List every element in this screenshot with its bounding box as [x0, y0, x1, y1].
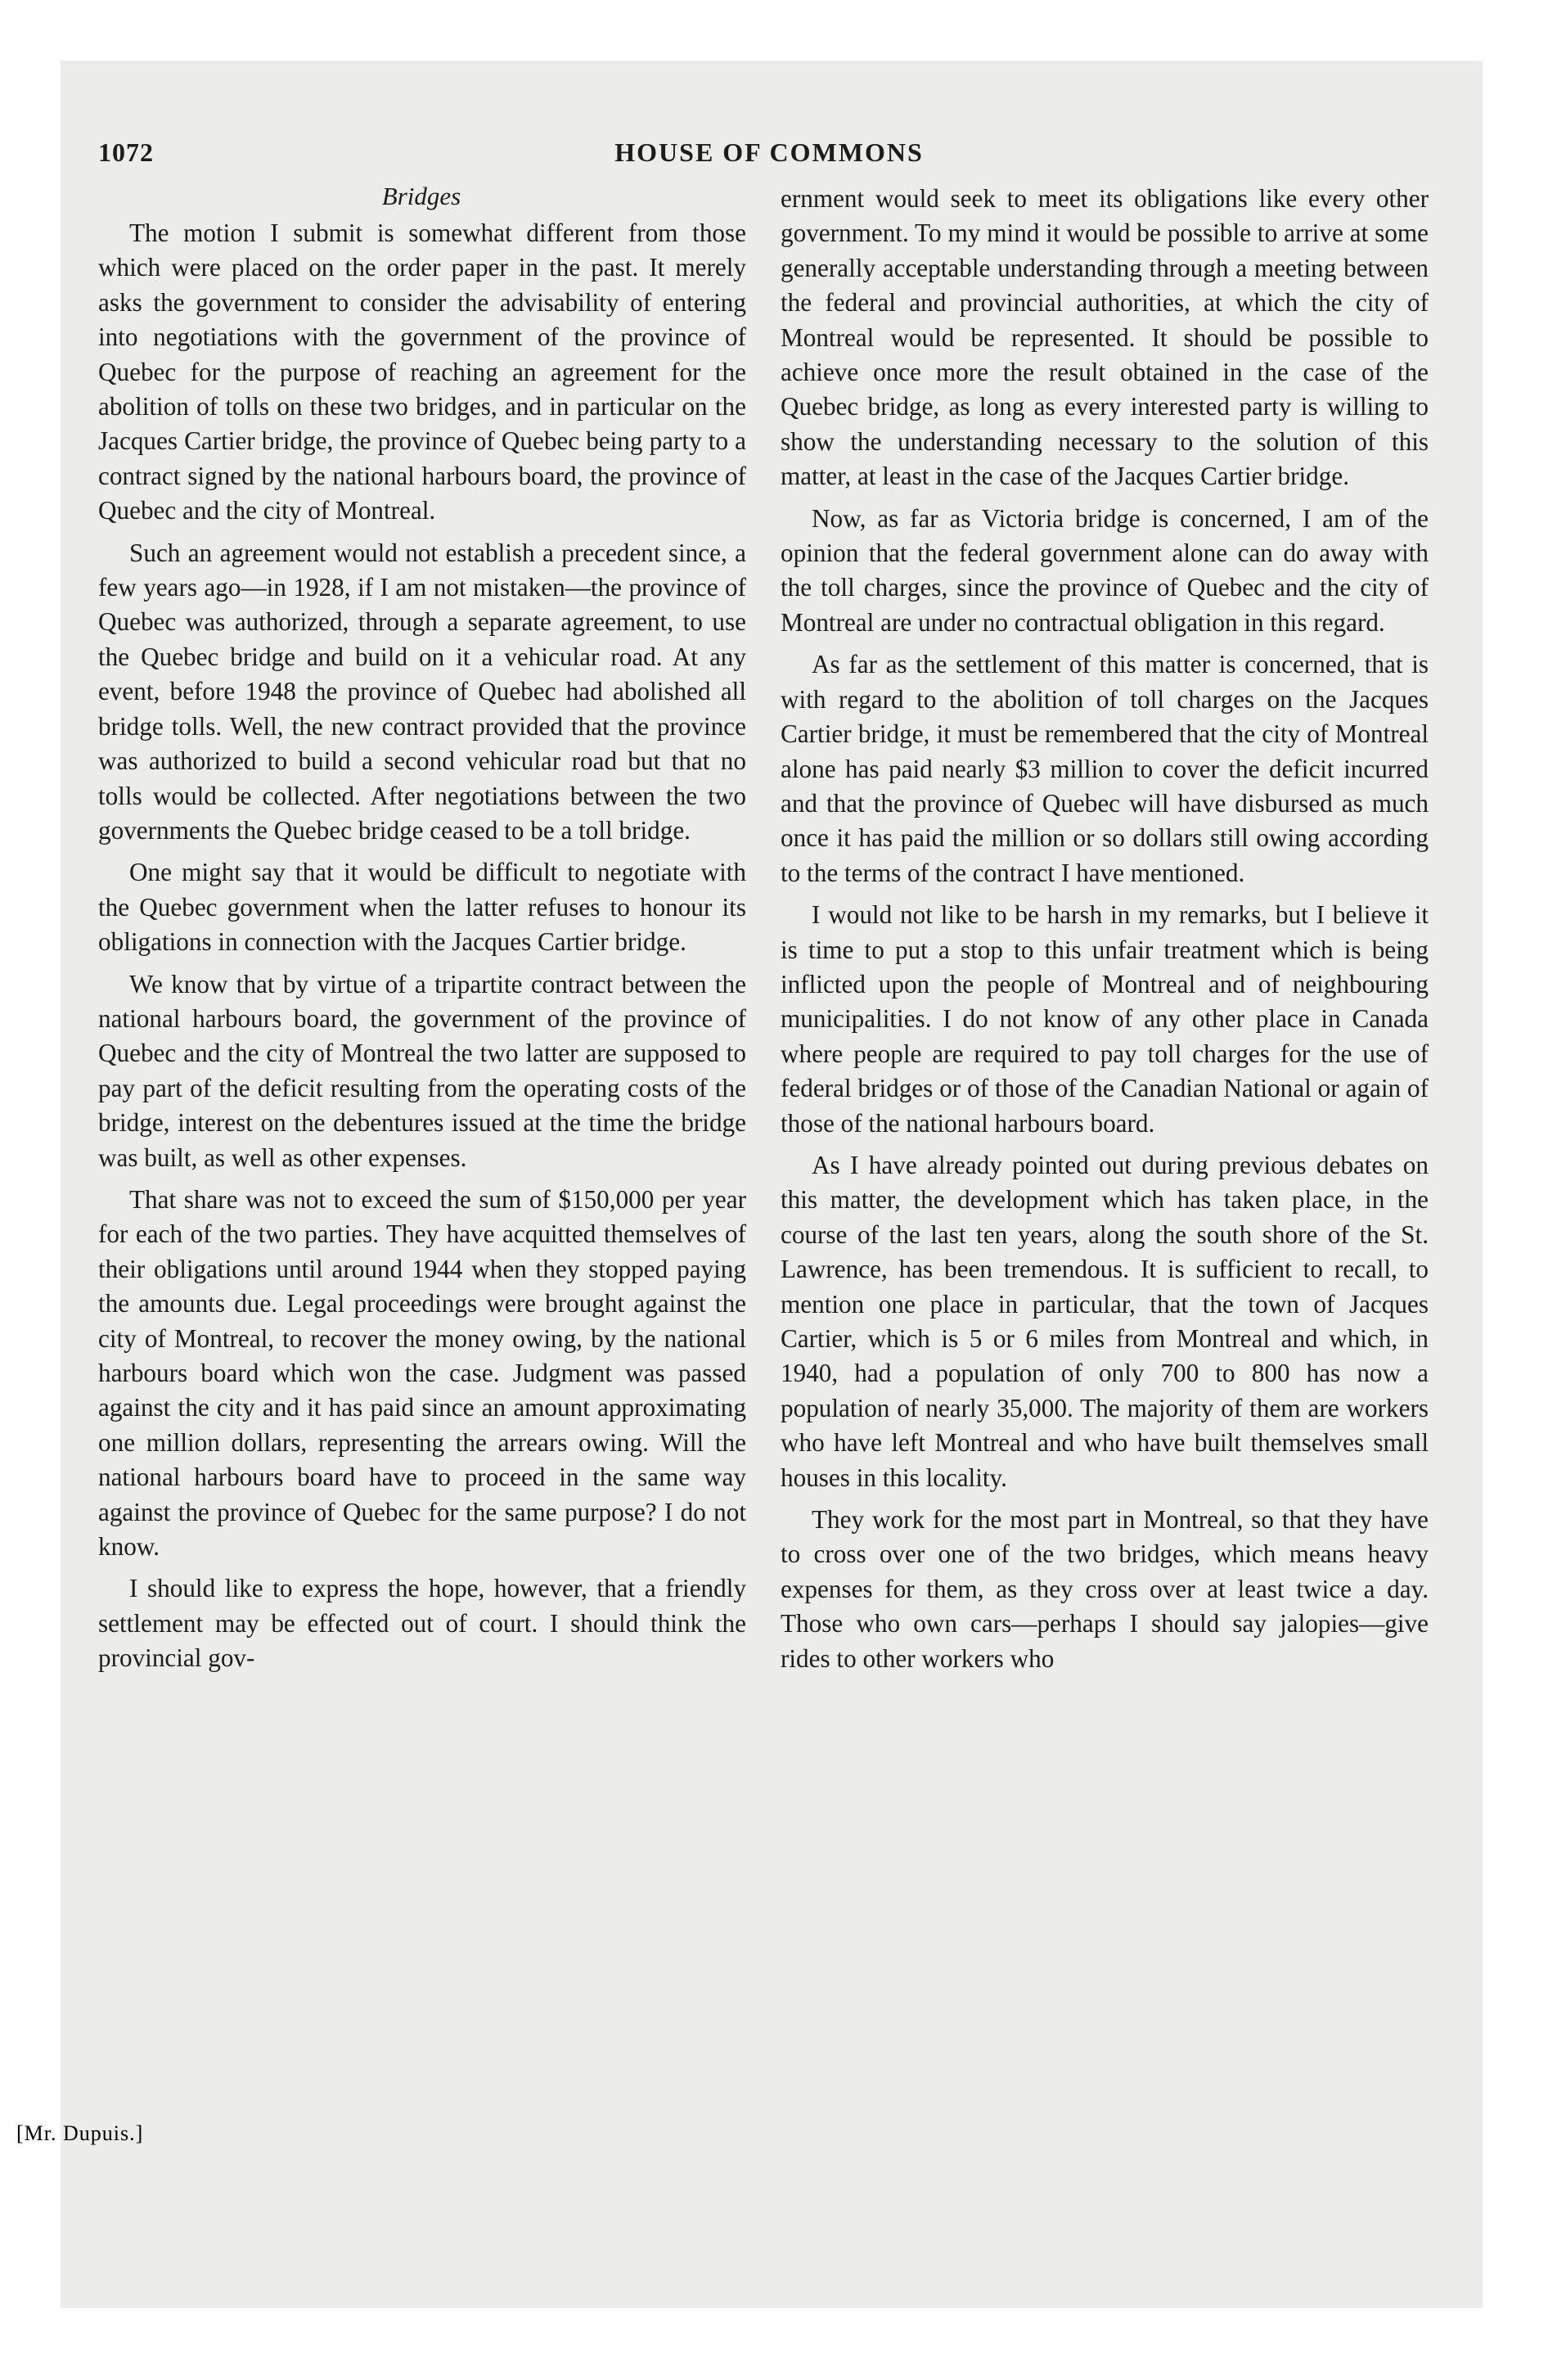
paragraph: I would not like to be harsh in my remarks, but I believe it is time to put a stop to this unfair treatment which is being inflicted upon the people of Montreal and of neighbouring municipalities. I do not know of any other place in Canada where people are required to pay toll charges for the use of federal bridges or of those of the Canadian National or again of those of the national harbours board. [781, 900, 1429, 1138]
paragraph: That share was not to exceed the sum of $150,000 per year for each of the two parties. They have acquitted themselves of their obligations until around 1944 when they stopped paying the amounts due. Legal proceedings were brought against the city of Montreal, to recover the money owing, by the national harbours board which won the case. Judgment was passed against the city and it has paid since an amount approximating one million dollars, representing the arrears owing. Will the national harbours board have to proceed in the same way against the province of Quebec for the same purpose? I do not know. [98, 1184, 746, 1562]
paragraph: One might say that it would be difficult to negotiate with the Quebec government when the latter refuses to honour its obligations in connection with the Jacques Cartier bridge. [98, 858, 746, 957]
paragraph: We know that by virtue of a tripartite contract between the national harbours board, the government of the province of Quebec and the city of Montreal the two latter are supposed to pay part of the deficit resulting from the operating costs of the bridge, interest on the debentures issued at the time the bridge was built, as well as other expenses. [98, 969, 746, 1172]
paragraph: The motion I submit is somewhat different from those which were placed on the order paper in the past. It merely asks the government to consider the advisability of entering into negotiations with the government of the province of Quebec for the purpose of reaching an agreement for the abolition of tolls on these two bridges, and in particular on the Jacques Cartier bridge, the province of Quebec being party to a contract signed by the national harbours board, the province of Quebec and the city of Montreal. [98, 219, 746, 525]
right-column [781, 182, 1429, 1684]
paragraph: ernment would seek to meet its obligations like every other government. To my mind it would be possible to arrive at some generally acceptable understanding through a meeting between the federal and provincial authorities, at which the city of Montreal would be represented. It should be possible to achieve once more the result obtained in the case of the Quebec bridge, as long as every interested party is willing to show the understanding necessary to the solution of this matter, at least in the case of the Jacques Cartier bridge. [781, 184, 1429, 491]
paragraph: As I have already pointed out during previous debates on this matter, the development which has taken place, in the course of the last ten years, along the south shore of the St. Lawrence, has been tremendous. It is sufficient to recall, to mention one place in particular, that the town of Jacques Cartier, which is 5 or 6 miles from Montreal and which, in 1940, had a population of only 700 to 800 has now a population of nearly 35,000. The majority of them are workers who have left Montreal and who have built themselves small houses in this locality. [781, 1150, 1429, 1492]
paragraph: Now, as far as Victoria bridge is concerned, I am of the opinion that the federal government alone can do away with the toll charges, since the province of Quebec and the city of Montreal are under no contractual obligation in this regard. [781, 503, 1429, 637]
page-number: 1072 [98, 137, 154, 167]
journal-title: HOUSE OF COMMONS [614, 137, 924, 167]
paragraph: I should like to express the hope, however, that a friendly settlement may be effected out of court. I should think the provincial gov- [98, 1574, 746, 1673]
paragraph: They work for the most part in Montreal, so that they have to cross over one of the two bridges, which means heavy expenses for them, as they cross over at least twice a day. Those who own cars—perhaps I should say jalopies—give rides to other workers who [781, 1505, 1429, 1673]
speaker-footer: [Mr. Dupuis.] [16, 2121, 144, 2145]
paragraph: As far as the settlement of this matter is concerned, that is with regard to the abolition of toll charges on the Jacques Cartier bridge, it must be remembered that the city of Montreal alone has paid nearly $3 million to cover the deficit incurred and that the province of Quebec will have disbursed as much once it has paid the million or so dollars still owing according to the terms of the contract I have mentioned. [781, 650, 1429, 887]
section-title: Bridges [381, 182, 461, 210]
running-head [98, 137, 1440, 187]
paragraph: Such an agreement would not establish a precedent since, a few years ago—in 1928, if I am not mistaken—the province of Quebec was authorized, through a separate agreement, to use the Quebec bridge and build on it a vehicular road. At any event, before 1948 the province of Quebec had abolished all bridge tolls. Well, the new contract provided that the province was authorized to build a second vehicular road but that no tolls would be collected. After negotiations between the two governments the Quebec bridge ceased to be a toll bridge. [98, 538, 746, 845]
left-column [98, 216, 746, 1684]
document-page [98, 137, 1440, 1673]
